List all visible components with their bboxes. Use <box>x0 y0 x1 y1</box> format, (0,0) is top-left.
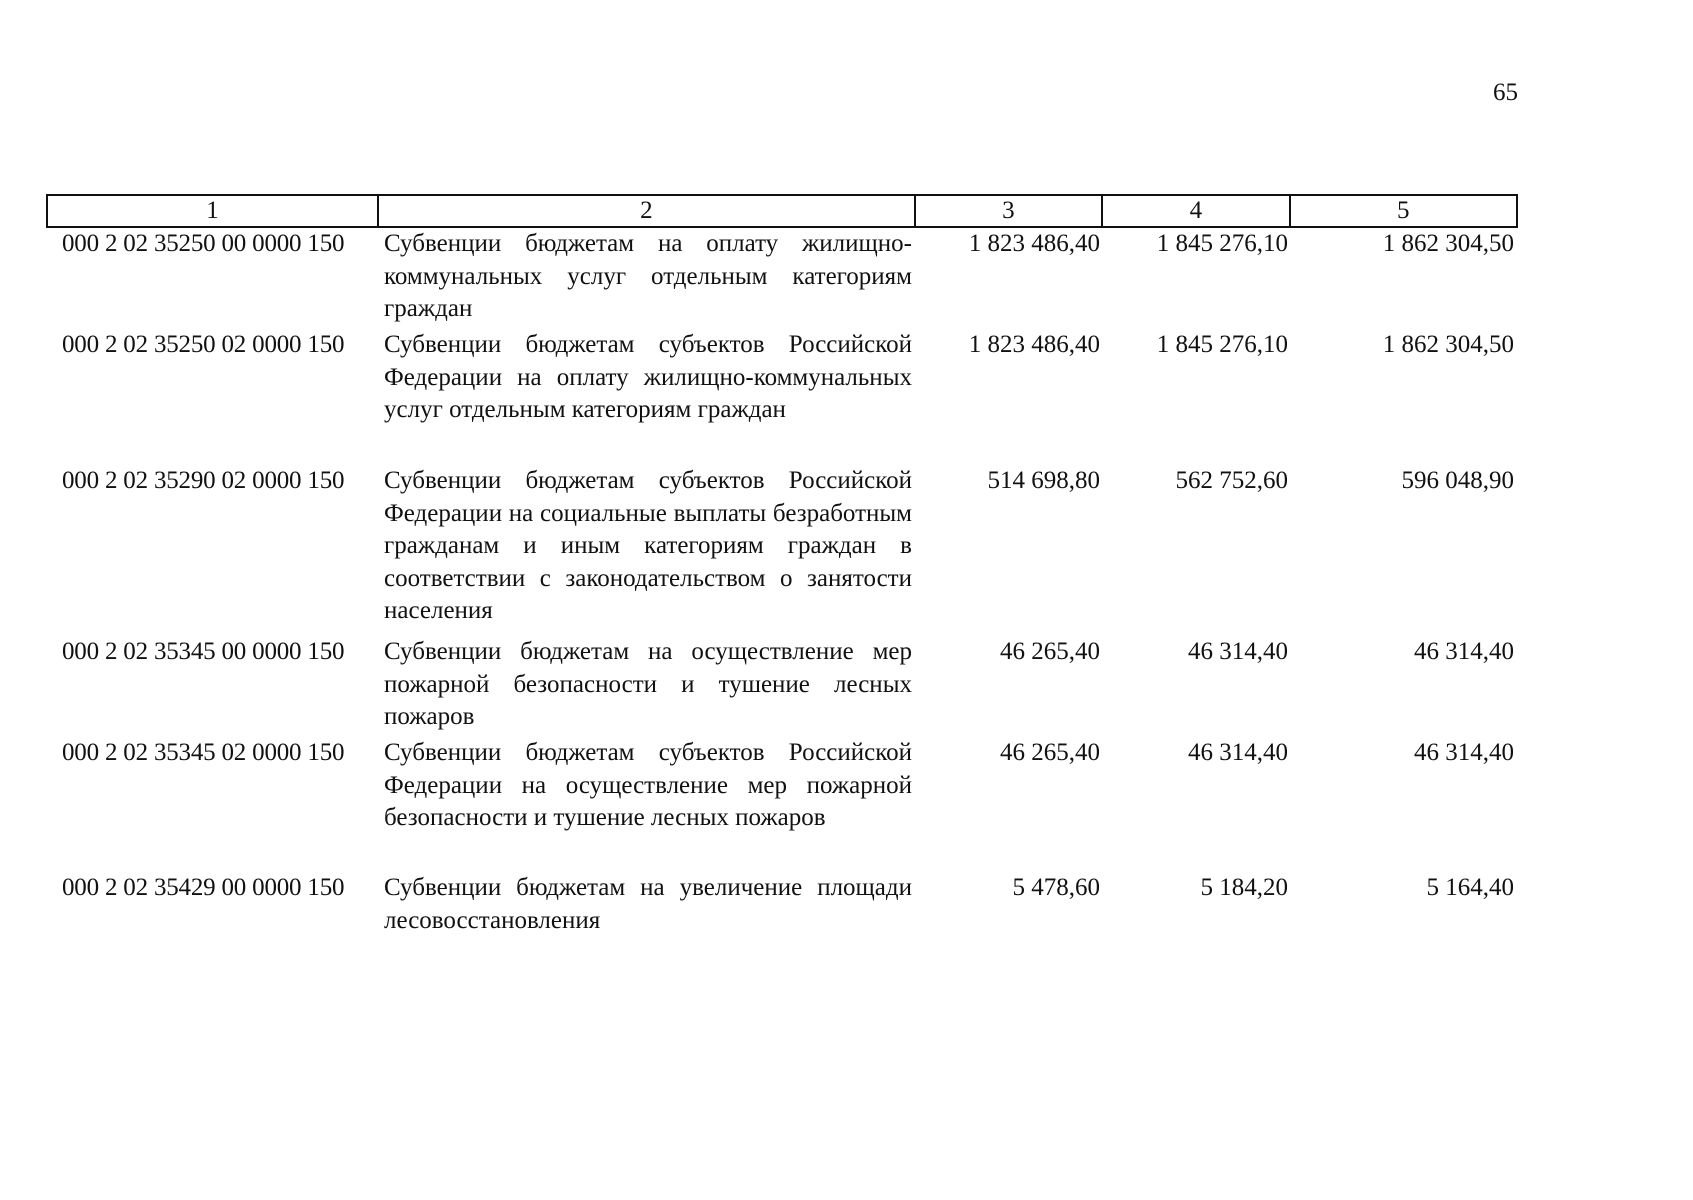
amount-col-4: 1 845 276,10 <box>1156 230 1288 257</box>
amount-col-5: 596 048,90 <box>1401 467 1514 494</box>
table-body <box>46 228 1518 942</box>
amount-col-5: 5 164,40 <box>1426 874 1514 901</box>
amount-col-3: 5 478,60 <box>1012 874 1100 901</box>
amount-col-3: 1 823 486,40 <box>968 331 1100 358</box>
budget-code: 000 2 02 35345 00 0000 150 <box>62 638 345 665</box>
table-row <box>46 872 1518 942</box>
table-header-row <box>46 194 1518 228</box>
amount-col-5: 1 862 304,50 <box>1382 331 1514 358</box>
table-row <box>46 329 1518 465</box>
table-row <box>46 737 1518 872</box>
header-cell-5: 5 <box>1397 197 1410 224</box>
header-cell-1: 1 <box>48 196 379 226</box>
amount-col-4: 5 184,20 <box>1200 874 1288 901</box>
budget-code: 000 2 02 35290 02 0000 150 <box>62 467 345 494</box>
income-description: Субвенции бюджетам субъектов Российской Федерации на осуществление мер пожарной безопасности и тушение лесных пожаров <box>384 739 912 832</box>
amount-col-3: 1 823 486,40 <box>968 230 1100 257</box>
amount-col-5: 1 862 304,50 <box>1382 230 1514 257</box>
header-cell-2: 2 <box>379 196 916 226</box>
amount-col-3: 46 265,40 <box>1000 739 1100 766</box>
amount-col-4: 46 314,40 <box>1188 638 1288 665</box>
income-description: Субвенции бюджетам на увеличение площади лесовосстановления <box>384 874 912 934</box>
amount-col-4: 46 314,40 <box>1188 739 1288 766</box>
table-row <box>46 636 1518 737</box>
budget-code: 000 2 02 35250 00 0000 150 <box>62 230 345 257</box>
income-description: Субвенции бюджетам на осуществление мер пожарной безопасности и тушение лесных пожаров <box>384 638 912 731</box>
income-description: Субвенции бюджетам субъектов Российской Федерации на социальные выплаты безработным гражданам и иным категориям граждан в соответствии с законодательством о занятости населения <box>384 467 912 625</box>
header-cell-3: 3 <box>916 196 1103 226</box>
amount-col-4: 1 845 276,10 <box>1156 331 1288 358</box>
amount-col-5: 46 314,40 <box>1414 739 1514 766</box>
budget-code: 000 2 02 35345 02 0000 150 <box>62 739 345 766</box>
amount-col-4: 562 752,60 <box>1175 467 1288 494</box>
budget-code: 000 2 02 35429 00 0000 150 <box>62 874 345 901</box>
table-row <box>46 465 1518 636</box>
header-cell-4: 4 <box>1103 196 1290 226</box>
amount-col-3: 514 698,80 <box>987 467 1100 494</box>
income-description: Субвенции бюджетам на оплату жилищно-коммунальных услуг отдельным категориям граждан <box>384 230 912 323</box>
table-row <box>46 228 1518 329</box>
amount-col-5: 46 314,40 <box>1414 638 1514 665</box>
page-number: 65 <box>1493 79 1518 106</box>
amount-col-3: 46 265,40 <box>1000 638 1100 665</box>
income-description: Субвенции бюджетам субъектов Российской Федерации на оплату жилищно-коммунальных услуг отдельным категориям граждан <box>384 331 912 424</box>
budget-code: 000 2 02 35250 02 0000 150 <box>62 331 345 358</box>
